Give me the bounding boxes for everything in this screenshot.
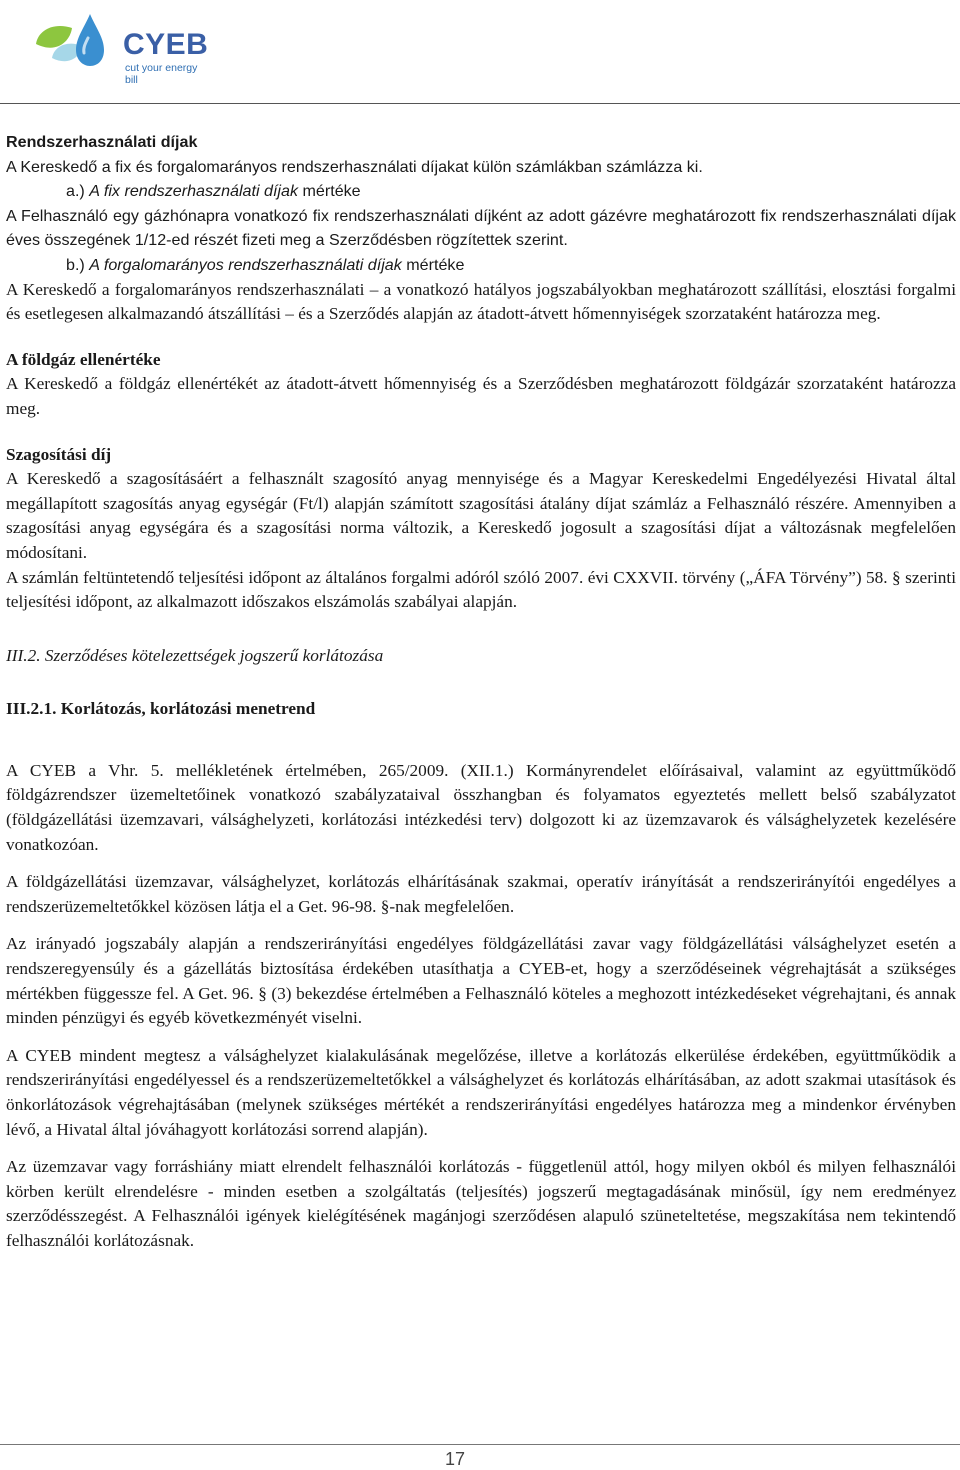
- subchapter-heading: III.2.1. Korlátozás, korlátozási menetrend: [6, 699, 316, 719]
- page-number: 17: [444, 1449, 466, 1469]
- subsection-heading-a: [6, 179, 956, 204]
- paragraph: A Kereskedő a forgalomarányos rendszerhasználati – a vonatkozó hatályos jogszabályokban meghatározott szállítási, elosztási forgalmi és esetlegesen alkalmazandó átszállítási – és a Szerződés alapján az átadott-átvett hőmennyiségek szorzataként határozza meg.: [6, 279, 956, 324]
- chapter-heading: III.2. Szerződéses kötelezettségek jogszerű korlátozása: [6, 645, 384, 665]
- section-rendszerhasznalati: [6, 130, 956, 278]
- subsection-title-rest: mértéke: [302, 182, 361, 201]
- section-heading: Szagosítási díj: [6, 444, 112, 464]
- page-header: [0, 0, 960, 104]
- paragraph: Az irányadó jogszabály alapján a rendszerirányítási engedélyes földgázellátási zavar vagy földgázellátási válsághelyzet esetén a rendszeregyensúly és a gázellátás biztosítása érdekében utasíthatja a CYEB-et, hogy a szerződéseinek végrehajtását a szükséges mértékben függessze fel. A Get. 96. § (3) bekezdése értelmében a Felhasználó köteles a meghozott intézkedéseket végrehajtani, és annak minden pénzügyi és egyéb következményét viselni.: [6, 934, 956, 1028]
- subsection-title-italic: A forgalomarányos rendszerhasználati díjak: [89, 255, 402, 274]
- cyeb-logo: [32, 8, 209, 86]
- paragraph: A CYEB mindent megtesz a válsághelyzet kialakulásának megelőzése, illetve a korlátozás elkerülése érdekében, együttműködik a rendszerirányítási engedélyessel és a rendszerüzemeltetőkkel a válsághelyzet és korlátozás elhárításában, az adott szakmai utasítások és önkorlátozások végrehajtásában (melynek szükséges mértékét a rendszerirányítási engedélyes határozza meg a mindenkor érvényben lévő, a Hivatal által jóváhagyott korlátozási sorrend alapján).: [6, 1045, 956, 1139]
- logo-wordmark: CYEB: [123, 28, 209, 61]
- subsection-title-rest: mértéke: [406, 255, 465, 274]
- energy-drop-icon: [32, 8, 122, 80]
- paragraph: Az üzemzavar vagy forráshiány miatt elrendelt felhasználói korlátozás - függetlenül attól, hogy milyen okból és milyen felhasználói körben került elrendelésre - minden esetben a szolgáltatás (teljesítés) jogszerű megtagadásának minősül, így nem eredményez szerződésszegést. A Felhasználói igények kielégítésének magánjogi szerződésen alapuló szüneteltetése, megszakítása nem tekintendő felhasználói korlátozásnak.: [6, 1157, 956, 1250]
- document-body: [6, 130, 956, 1254]
- header-divider: [0, 103, 960, 104]
- paragraph: A számlán feltüntetendő teljesítési időpont az általános forgalmi adóról szóló 2007. évi CXXVII. törvény („ÁFA Törvény”) 58. § szerinti teljesítési időpont, az alkalmazott időszakos elszámolás szabályai alapján.: [6, 567, 956, 612]
- paragraph: A Kereskedő a szagosításáért a felhasznált szagosító anyag mennyisége és a Magyar Kereskedelmi Engedélyezési Hivatal által megállapított szagosítás anyag egységár (Ft/l) alapján számított szagosítási átalány díjat számláz a Felhasználó részére. Amennyiben a szagosítási anyag egységára és a szagosítási norma változik, a Kereskedő jogosult a szagosítási díjat a változásnak megfelelően módosítani.: [6, 469, 956, 562]
- subsection-title-italic: A fix rendszerhasználati díjak: [89, 182, 299, 201]
- paragraph: A CYEB a Vhr. 5. mellékletének értelmében, 265/2009. (XII.1.) Kormányrendelet előírásaival, valamint az együttműködő földgázrendszer üzemeltetőinek vonatkozó szabályzataival összhangban és folyamatos egyeztetés mellett belső szabályzatot (földgázellátási üzemzavari, válsághelyzeti, korlátozási intézkedési terv) dolgozott ki az üzemzavarok és válsághelyzetek kezelésére vonatkozóan.: [6, 760, 956, 854]
- section-heading: Rendszerhasználati díjak: [6, 133, 198, 151]
- paragraph: A Kereskedő a földgáz ellenértékét az átadott-átvett hőmennyiség és a Szerződésben meghatározott földgázár szorzataként határozza meg.: [6, 374, 956, 418]
- paragraph: A Felhasználó egy gázhónapra vonatkozó fix rendszerhasználati díjként az adott gázévre meghatározott fix rendszerhasználati díjak éves összegének 1/12-ed részét fizeti meg a Szerződésben rögzítettek szerint.: [6, 206, 956, 250]
- subsection-marker: b.): [66, 255, 85, 274]
- paragraph: A Kereskedő a fix és forgalomarányos rendszerhasználati díjakat külön számlákban számlázza ki.: [6, 157, 703, 176]
- logo-tagline: cut your energy bill: [125, 62, 198, 86]
- subsection-marker: a.): [66, 182, 85, 201]
- paragraph: A földgázellátási üzemzavar, válsághelyzet, korlátozás elhárításának szakmai, operatív irányítását a rendszerirányítói engedélyes a rendszerüzemeltetőkkel közösen látja el a Get. 96-98. §-nak megfelelően.: [6, 872, 956, 916]
- footer-divider: [0, 1444, 960, 1445]
- section-heading: A földgáz ellenértéke: [6, 349, 161, 369]
- subsection-heading-b: [6, 253, 956, 278]
